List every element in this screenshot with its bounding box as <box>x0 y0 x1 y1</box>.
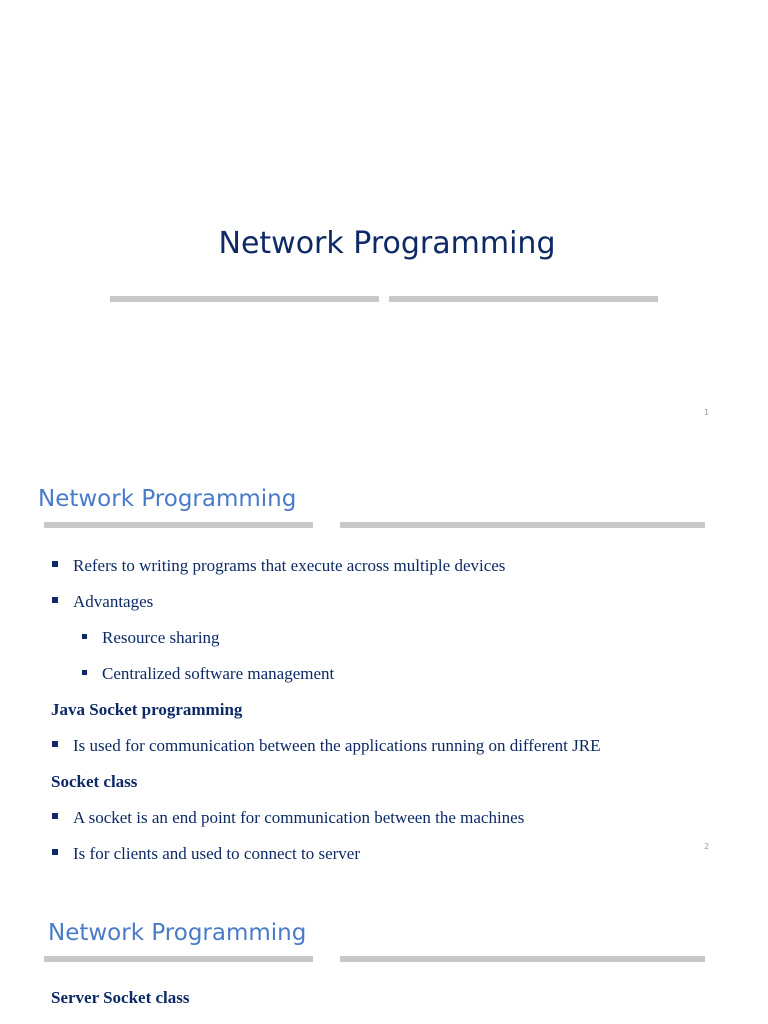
bullet-marker-icon <box>52 597 58 603</box>
slide-3-title: Network Programming <box>48 920 307 946</box>
title-divider-right <box>389 296 658 302</box>
bullet-text: Is used for communication between the applications running on different JRE <box>73 736 601 755</box>
sub-bullet-text: Resource sharing <box>102 628 220 647</box>
server-socket-heading: Server Socket class <box>51 988 190 1007</box>
bullet-item <box>73 592 153 612</box>
sub-bullet-item <box>102 664 334 684</box>
slide-2-page-number: 2 <box>704 842 710 851</box>
java-socket-heading: Java Socket programming <box>51 700 243 719</box>
socket-class-heading: Socket class <box>51 772 138 791</box>
slide-2-divider-right <box>340 522 705 528</box>
title-divider-left <box>110 296 379 302</box>
slide-3-divider-right <box>340 956 705 962</box>
bullet-text: Refers to writing programs that execute across multiple devices <box>73 556 506 575</box>
slide-2-divider-left <box>44 522 313 528</box>
bullet-marker-icon <box>52 813 58 819</box>
bullet-marker-icon <box>52 849 58 855</box>
bullet-marker-icon <box>82 634 87 639</box>
bullet-text: A socket is an end point for communication between the machines <box>73 808 525 827</box>
bullet-marker-icon <box>52 741 58 747</box>
bullet-item <box>73 736 601 756</box>
slide-1-page-number: 1 <box>704 408 710 417</box>
sub-bullet-text: Centralized software management <box>102 664 335 683</box>
bullet-text: Is for clients and used to connect to server <box>73 844 361 863</box>
bullet-item <box>73 556 505 576</box>
slide-2-title: Network Programming <box>38 486 297 512</box>
slide-3-divider-left <box>44 956 313 962</box>
bullet-text: Advantages <box>73 592 154 611</box>
bullet-item <box>73 808 524 828</box>
bullet-item <box>73 844 360 864</box>
bullet-marker-icon <box>52 561 58 567</box>
sub-bullet-item <box>102 628 220 648</box>
bullet-marker-icon <box>82 670 87 675</box>
slide-1-title: Network Programming <box>218 226 556 261</box>
